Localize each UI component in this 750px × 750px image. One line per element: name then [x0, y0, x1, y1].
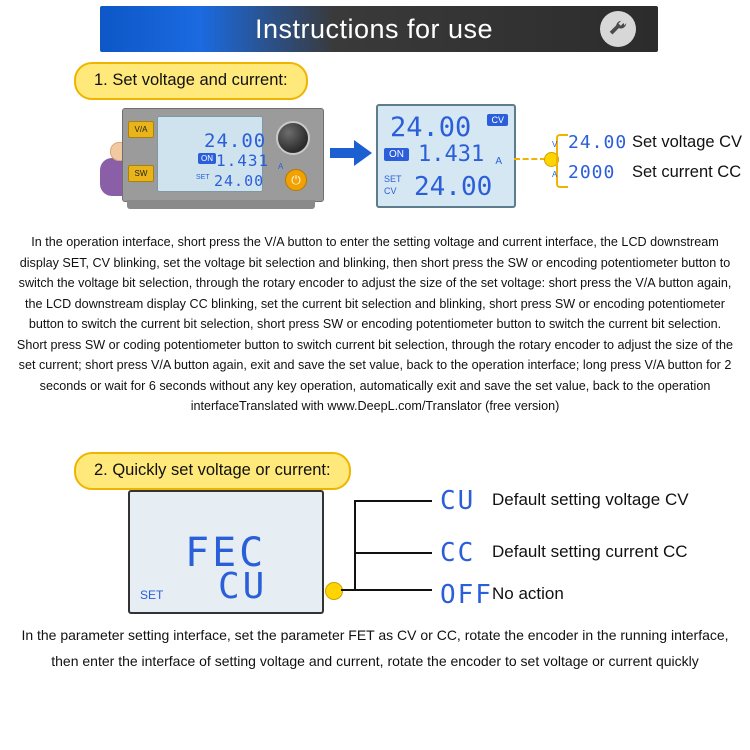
device-current-unit: A	[278, 162, 284, 171]
option-3-label: No action	[492, 584, 564, 603]
callout-1-label: Set voltage CV	[632, 133, 743, 151]
lcd-parameter-name: FEC	[185, 530, 267, 576]
instructions-paragraph-1: In the operation interface, short press the V/A button to enter the setting voltage and current interface, the LCD downstream display SET, CV blinking, set the voltage bit selection and blinking, then short press the SW or encoding potentiometer button to switch the voltage bit selection, through the rotary encoder to adjust the size of the set voltage: short press the V/A button again, the LCD downstream display CC blinking, set the current bit selection and blinking, short press SW or encoding potentiometer button to switch the current bit selection, short press SW or encoding potentiometer button to switch the current bit selection. Short press SW or coding potentiometer button to switch current bit selection, through the rotary encoder to adjust the size of the set current; short press V/A button again, exit and save the set value, back to the operation interface; long press V/A button for 2 seconds or wait for 6 seconds without any key operation, automatically exit and save the set value, back to the operation interfaceTranslated with www.DeepL.com/Translator (free version)	[16, 235, 734, 413]
power-button[interactable]: ⏻	[285, 169, 307, 191]
device-va-button[interactable]: V/A	[128, 121, 154, 138]
device-on-badge: ON	[198, 153, 216, 164]
header-banner	[100, 6, 658, 52]
lcd-current-value: 1.431	[418, 142, 485, 167]
callout-brace	[556, 134, 568, 188]
option-1-code: CU	[440, 486, 476, 516]
callout-2-label: Set current CC	[632, 163, 742, 181]
device-sw-button[interactable]: SW	[128, 165, 154, 182]
rotary-encoder-knob[interactable]	[276, 121, 310, 155]
option-1-label: Default setting voltage CV	[492, 490, 689, 509]
connector-branch-3	[354, 589, 432, 591]
enlarged-lcd-display	[376, 104, 516, 208]
option-connector-tree	[341, 490, 441, 620]
power-supply-device	[122, 108, 324, 202]
callout-1-tag: V	[552, 140, 558, 149]
device-set-label: SET	[196, 174, 210, 181]
parameter-lcd-display	[128, 490, 324, 614]
lcd-set-value: 24.00	[414, 172, 493, 202]
wrench-icon	[600, 11, 636, 47]
instructions-paragraph-2: In the parameter setting interface, set the parameter FET as CV or CC, rotate the encoder in the running interface, then enter the interface of setting voltage and current, rotate the encoder to set voltage or current quickly	[21, 627, 729, 669]
option-2-label: Default setting current CC	[492, 542, 688, 561]
lcd-set-label: SET	[140, 588, 164, 602]
lcd-on-badge: ON	[384, 148, 409, 161]
callout-connector	[514, 158, 546, 160]
option-3-code: OFF	[440, 580, 493, 610]
connector-branch-2	[354, 552, 432, 554]
step-2-label: 2. Quickly set voltage or current:	[74, 452, 351, 490]
device-current-value: 1.431	[216, 151, 270, 170]
device-base	[127, 200, 315, 209]
connector-vertical	[354, 500, 356, 590]
lcd-cv-label: CV	[384, 186, 397, 196]
lcd-voltage-value: 24.00	[390, 112, 472, 143]
step-1-label: 1. Set voltage and current:	[74, 62, 308, 100]
lcd-cv-badge: CV	[487, 114, 508, 126]
figure-set-voltage-current	[0, 100, 750, 225]
option-2-code: CC	[440, 538, 476, 568]
lcd-set-label: SET	[384, 174, 402, 184]
page-title: Instructions for use	[254, 13, 494, 44]
lcd-parameter-value: CU	[218, 566, 268, 607]
callout-1-value: 24.00	[568, 132, 628, 153]
figure-quick-set	[0, 486, 750, 620]
lcd-current-unit: A	[495, 156, 502, 167]
device-screen	[157, 116, 284, 192]
device-voltage-value: 24.00	[204, 130, 267, 152]
arrow-right-icon	[330, 140, 372, 166]
callout-2-value: 2000	[568, 162, 616, 183]
device-set-value: 24.00	[214, 172, 265, 190]
connector-branch-1	[354, 500, 432, 502]
callout-2-tag: A	[552, 170, 558, 179]
